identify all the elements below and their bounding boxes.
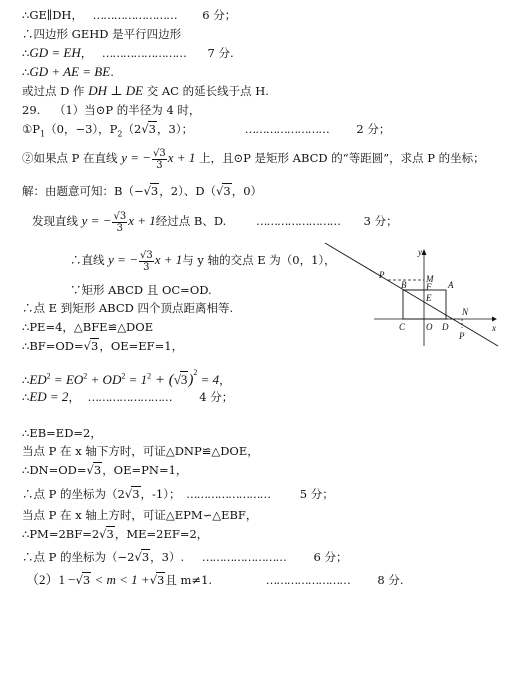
line-7-v2a: （2 bbox=[122, 122, 142, 136]
line-25-c: 且 m≠1. bbox=[165, 573, 213, 587]
line-15: ∴BF=OD=√3，OE=EF=1， bbox=[22, 339, 184, 353]
line-17-dots: …………………… bbox=[87, 390, 172, 404]
line-8-x: x + 1 bbox=[167, 150, 196, 165]
line-25-a: （2）1 − bbox=[26, 572, 76, 587]
label-p-bottom: P bbox=[459, 331, 465, 341]
label-o: O bbox=[426, 322, 433, 332]
line-3-prefix: ∴ bbox=[22, 46, 30, 60]
line-7-p1: ①P bbox=[22, 122, 41, 136]
line-8-den: 3 bbox=[156, 159, 163, 171]
line-11-b: 与 y 轴的交点 E 为（0，1）， bbox=[182, 253, 336, 267]
line-24-dots: …………………… bbox=[201, 550, 286, 564]
line-21-score: 5 分； bbox=[299, 487, 334, 501]
line-21-b: ，-1）； bbox=[140, 487, 181, 501]
line-3-dots: …………………… bbox=[101, 46, 186, 60]
line-10-a: 发现直线 bbox=[32, 214, 78, 228]
eq-result: = 4 bbox=[197, 372, 220, 387]
line-25-r2: 3 bbox=[157, 573, 165, 587]
line-16-equation: $ED^2 = EO^2 + OD^2 = 1^2 + (√3)^2 = 4$ bbox=[29, 368, 220, 388]
line-23-b: ，ME=2EF=2， bbox=[114, 527, 209, 541]
line-8-y: y = − bbox=[121, 150, 152, 165]
line-23-a: ∴PM=2BF=2 bbox=[22, 527, 100, 541]
line-16 bbox=[22, 364, 231, 389]
line-10-b: 经过点 B、D. bbox=[155, 214, 227, 228]
line-1-text: ∴GE∥DH， bbox=[22, 8, 83, 22]
line-24-score: 6 分； bbox=[313, 550, 348, 564]
line-3-score: 7 分. bbox=[207, 46, 234, 60]
line-17 bbox=[22, 390, 233, 404]
line-5 bbox=[22, 84, 269, 98]
line-24-a: ∴点 P 的坐标为（−2 bbox=[22, 550, 135, 564]
line-9-r2: 3 bbox=[223, 184, 231, 198]
x-axis-arrow bbox=[492, 317, 497, 322]
line-10-den: 3 bbox=[116, 222, 124, 234]
line-9-b: ，2）、D（ bbox=[159, 184, 217, 198]
line-24-b: ，3）. bbox=[150, 550, 185, 564]
line-21-radicand: 3 bbox=[132, 487, 140, 501]
line-16-end: ， bbox=[219, 373, 231, 387]
line-11-den: 3 bbox=[143, 261, 150, 273]
line-4-expr: GD + AE = BE bbox=[29, 64, 111, 79]
line-7-v1: （0，−3），P bbox=[45, 122, 118, 136]
line-10-dots: …………………… bbox=[256, 214, 340, 228]
y-axis-arrow bbox=[422, 249, 427, 255]
eq-one: = 1 bbox=[125, 372, 148, 387]
line-bd bbox=[325, 243, 498, 346]
label-d: D bbox=[442, 322, 449, 332]
line-20-a: ∴DN=OD= bbox=[22, 463, 87, 477]
label-a: A bbox=[448, 280, 454, 290]
line-11-num: √3 bbox=[139, 249, 153, 261]
line-10-num: √3 bbox=[113, 210, 127, 222]
eq-sup5: 2 bbox=[193, 368, 198, 377]
line-9-c: ，0） bbox=[231, 184, 263, 198]
line-13: ∴点 E 到矩形 ABCD 四个顶点距离相等. bbox=[22, 301, 234, 315]
eq-od: + OD bbox=[87, 372, 122, 387]
line-10-fraction bbox=[112, 211, 127, 234]
line-5-pre: 或过点 D 作 bbox=[22, 84, 85, 98]
line-20: ∴DN=OD=√3，OE=PN=1， bbox=[22, 463, 188, 477]
eq-sup2: 2 bbox=[83, 371, 88, 381]
label-e: E bbox=[426, 293, 432, 303]
line-21: ∴点 P 的坐标为（2√3，-1）； …………………… 5 分； bbox=[22, 487, 334, 501]
line-6-text: （1）当⊙P 的半径为 4 时， bbox=[53, 103, 201, 117]
line-7-sub1: 1 bbox=[40, 129, 46, 139]
line-20-radicand: 3 bbox=[93, 463, 102, 477]
label-n: N bbox=[462, 307, 469, 317]
line-9-r1: 3 bbox=[150, 184, 159, 198]
line-15-b: ，OE=EF=1， bbox=[99, 339, 184, 353]
line-1-score: 6 分； bbox=[202, 8, 237, 22]
label-m: M bbox=[426, 274, 434, 284]
line-7-radicand: 3 bbox=[148, 122, 156, 136]
line-6 bbox=[22, 103, 200, 117]
line-7-score: 2 分； bbox=[356, 122, 391, 136]
line-14: ∴PE=4，△BFE≌△DOE bbox=[22, 320, 154, 334]
line-5-post: 交 AC 的延长线于点 H. bbox=[146, 84, 269, 98]
line-8-fraction bbox=[152, 148, 167, 171]
line-17-expr: ED = 2 bbox=[29, 389, 69, 404]
line-15-radicand: 3 bbox=[91, 339, 99, 353]
line-1 bbox=[22, 8, 236, 22]
line-11-x: x + 1 bbox=[154, 252, 183, 267]
line-17-score: 4 分； bbox=[199, 390, 234, 404]
line-7-sub2: 2 bbox=[117, 129, 123, 139]
coordinate-figure bbox=[322, 238, 507, 350]
line-3-sep: ， bbox=[80, 46, 93, 60]
line-16-a: ∴ bbox=[22, 373, 30, 387]
eq-sup1: 2 bbox=[46, 371, 51, 381]
line-7: $①P_1(0$，−3），$P_2(2√3$，3）； …………………… 2 分； bbox=[22, 122, 391, 139]
line-22: 当点 P 在 x 轴上方时，可证△EPM∽△EBF， bbox=[22, 508, 258, 522]
line-25-r1: 3 bbox=[82, 573, 91, 587]
line-8-a: ②如果点 P 在直线 bbox=[22, 151, 118, 165]
line-8-num: √3 bbox=[153, 147, 166, 159]
line-23-radicand: 3 bbox=[106, 527, 114, 541]
line-7-v2b: ，3）； bbox=[157, 122, 194, 136]
line-11-fraction bbox=[139, 250, 154, 273]
label-b: B bbox=[401, 280, 407, 290]
eq-paren-close: ) bbox=[188, 372, 194, 388]
label-f: F bbox=[426, 282, 432, 292]
line-11 bbox=[70, 248, 336, 273]
line-11-a: ∴直线 bbox=[70, 253, 105, 267]
label-p-top: P bbox=[379, 270, 385, 280]
line-21-a: ∴点 P 的坐标为（2 bbox=[22, 487, 125, 501]
line-12: ∵矩形 ABCD 且 OC=OD. bbox=[70, 283, 212, 297]
line-24: ∴点 P 的坐标为（−2√3，3）. …………………… 6 分； bbox=[22, 550, 348, 564]
eq-radicand: 3 bbox=[180, 372, 188, 387]
line-10-score: 3 分； bbox=[363, 214, 398, 228]
rectangle-abcd bbox=[403, 290, 446, 319]
line-4-suffix: . bbox=[110, 65, 114, 79]
line-3-expr: GD = EH bbox=[29, 45, 81, 60]
line-9: 解：由题意可知：B（−√3，2）、D（√3，0） bbox=[22, 184, 263, 198]
line-19: 当点 P 在 x 轴下方时，可证△DNP≌△DOE， bbox=[22, 444, 259, 458]
line-8 bbox=[22, 146, 485, 171]
eq-ed: ED bbox=[29, 372, 47, 387]
eq-eo: = EO bbox=[50, 372, 84, 387]
line-17-sep: ， bbox=[68, 390, 80, 404]
eq-paren-open: + ( bbox=[151, 372, 174, 388]
line-21-dots: …………………… bbox=[186, 487, 271, 501]
line-20-b: ，OE=PN=1， bbox=[102, 463, 188, 477]
line-2: ∴四边形 GEHD 是平行四边形 bbox=[22, 27, 182, 41]
line-23: ∴PM=2BF=2√3，ME=2EF=2， bbox=[22, 527, 209, 541]
line-9-a: 解：由题意可知：B（− bbox=[22, 184, 144, 198]
eq-sup4: 2 bbox=[147, 371, 152, 381]
line-10-x: x + 1 bbox=[128, 213, 156, 228]
line-4 bbox=[22, 65, 114, 79]
question-number: 29. bbox=[22, 103, 41, 117]
line-24-radicand: 3 bbox=[141, 550, 150, 564]
line-11-y: y = − bbox=[108, 252, 138, 267]
line-25-dots: …………………… bbox=[265, 573, 350, 587]
line-15-a: ∴BF=OD= bbox=[22, 339, 84, 353]
line-5-expr: DH ⊥ DE bbox=[88, 83, 144, 98]
eq-sup3: 2 bbox=[121, 371, 126, 381]
line-10 bbox=[32, 209, 398, 234]
line-18: ∴EB=ED=2， bbox=[22, 426, 102, 440]
label-c: C bbox=[399, 322, 406, 332]
line-7-dots: …………………… bbox=[244, 122, 329, 136]
line-25-score: 8 分. bbox=[377, 573, 404, 587]
label-x: x bbox=[492, 323, 496, 333]
line-25: （2）1 −√3 < m < 1 +√3且 m≠1. …………………… 8 分. bbox=[26, 572, 404, 587]
line-17-a: ∴ bbox=[22, 390, 30, 404]
line-4-prefix: ∴ bbox=[22, 65, 30, 79]
line-1-dots: …………………… bbox=[92, 8, 177, 22]
line-8-b: 上，且⊙P 是矩形 ABCD 的“等距圆”，求点 P 的坐标； bbox=[198, 151, 485, 165]
line-25-b: < m < 1 + bbox=[91, 572, 150, 587]
label-y: y bbox=[418, 247, 422, 257]
line-3 bbox=[22, 46, 234, 60]
line-10-y: y = − bbox=[81, 213, 112, 228]
